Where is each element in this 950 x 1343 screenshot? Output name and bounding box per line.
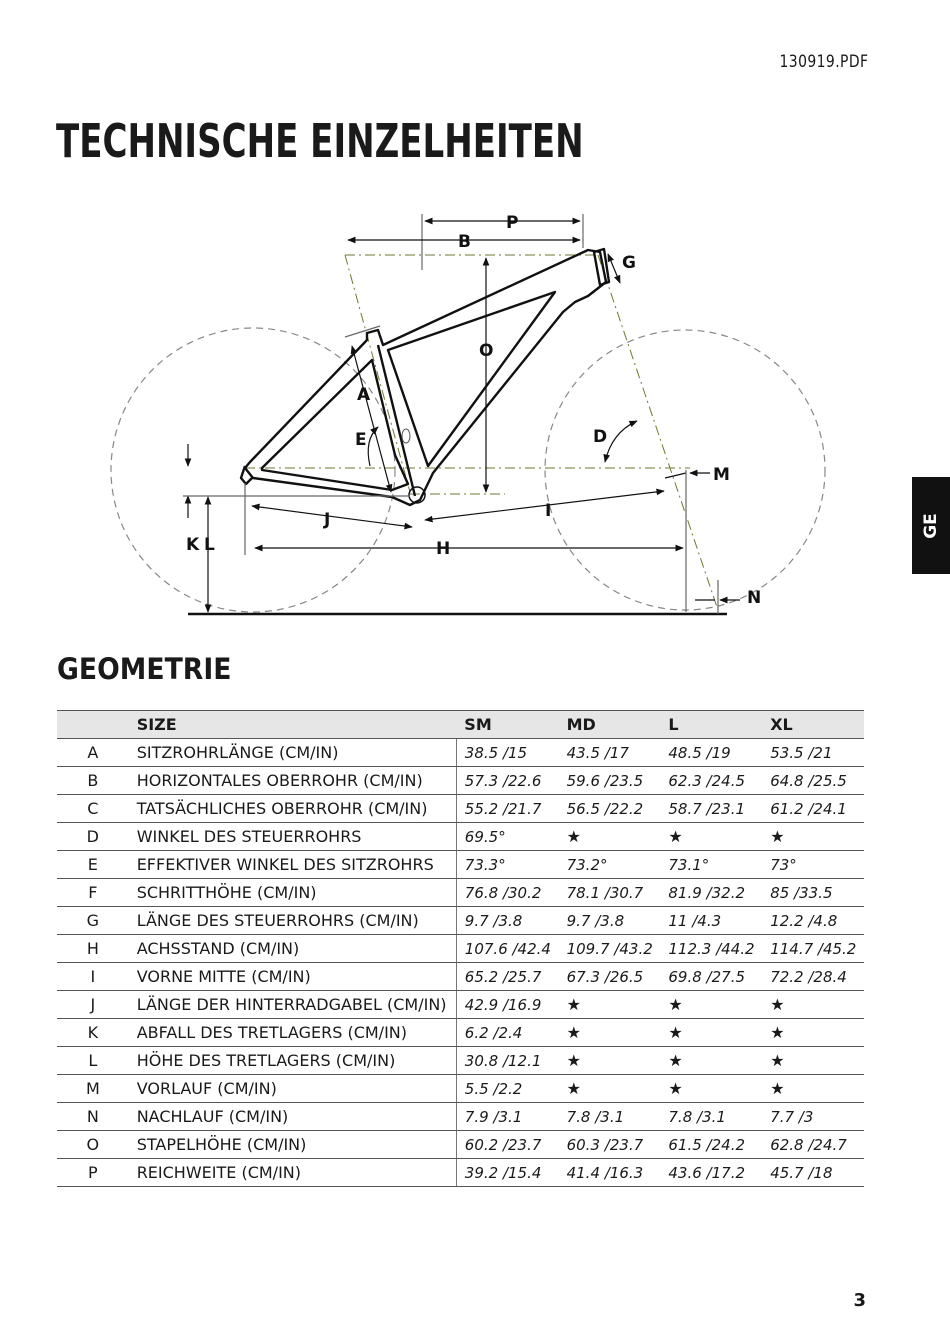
row-key: O <box>57 1131 129 1159</box>
table-row <box>57 767 864 795</box>
row-value: ★ <box>762 1075 864 1103</box>
label-h: H <box>436 539 451 559</box>
row-key: K <box>57 1019 129 1047</box>
row-value: 65.2 /25.7 <box>456 963 558 991</box>
label-a: A <box>357 385 371 405</box>
row-label: WINKEL DES STEUERROHRS <box>129 823 457 851</box>
row-value: 61.5 /24.2 <box>660 1131 762 1159</box>
row-value: ★ <box>660 1019 762 1047</box>
bike-geometry-svg <box>0 200 950 630</box>
row-value: 41.4 /16.3 <box>559 1159 661 1187</box>
label-k: K <box>186 535 200 555</box>
row-label: STAPELHÖHE (CM/IN) <box>129 1131 457 1159</box>
row-value: ★ <box>660 1047 762 1075</box>
row-key: B <box>57 767 129 795</box>
guide-lines <box>245 255 718 610</box>
label-e: E <box>355 430 367 450</box>
row-value: 39.2 /15.4 <box>456 1159 558 1187</box>
row-label: TATSÄCHLICHES OBERROHR (CM/IN) <box>129 795 457 823</box>
row-value: 9.7 /3.8 <box>456 907 558 935</box>
row-value: 69.5° <box>456 823 558 851</box>
table-row <box>57 1075 864 1103</box>
row-value: 109.7 /43.2 <box>559 935 661 963</box>
label-p: P <box>506 213 519 233</box>
row-value: 73.3° <box>456 851 558 879</box>
table-row <box>57 739 864 767</box>
row-value: 73.2° <box>559 851 661 879</box>
row-label: EFFEKTIVER WINKEL DES SITZROHRS <box>129 851 457 879</box>
table-body <box>57 739 864 1187</box>
row-value: 76.8 /30.2 <box>456 879 558 907</box>
row-key: P <box>57 1159 129 1187</box>
table-row <box>57 963 864 991</box>
row-value: 43.6 /17.2 <box>660 1159 762 1187</box>
row-value: ★ <box>660 991 762 1019</box>
geometry-table <box>57 710 864 1187</box>
row-value: 7.9 /3.1 <box>456 1103 558 1131</box>
table-row <box>57 1131 864 1159</box>
table-row <box>57 795 864 823</box>
row-value: 7.8 /3.1 <box>559 1103 661 1131</box>
row-value: 64.8 /25.5 <box>762 767 864 795</box>
page-title: TECHNISCHE EINZELHEITEN <box>56 114 584 168</box>
table-row <box>57 851 864 879</box>
row-value: 61.2 /24.1 <box>762 795 864 823</box>
row-value: 7.8 /3.1 <box>660 1103 762 1131</box>
row-value: 53.5 /21 <box>762 739 864 767</box>
row-value: 60.2 /23.7 <box>456 1131 558 1159</box>
row-value: 58.7 /23.1 <box>660 795 762 823</box>
header-sm: SM <box>456 711 558 739</box>
row-key: L <box>57 1047 129 1075</box>
row-value: 62.8 /24.7 <box>762 1131 864 1159</box>
document-id: 130919.PDF <box>779 52 868 72</box>
label-m: M <box>713 465 730 485</box>
row-value: 9.7 /3.8 <box>559 907 661 935</box>
table-header-row <box>57 711 864 739</box>
table-row <box>57 907 864 935</box>
label-l: L <box>204 535 215 555</box>
section-title: GEOMETRIE <box>57 652 232 686</box>
bike-frame <box>241 249 609 505</box>
table-row <box>57 1103 864 1131</box>
row-value: ★ <box>762 1019 864 1047</box>
language-tab-label: GE <box>920 512 941 539</box>
row-key: F <box>57 879 129 907</box>
row-value: 59.6 /23.5 <box>559 767 661 795</box>
header-size: SIZE <box>129 711 457 739</box>
label-b: B <box>458 232 471 252</box>
label-o: O <box>479 341 494 361</box>
row-label: VORLAUF (CM/IN) <box>129 1075 457 1103</box>
row-key: N <box>57 1103 129 1131</box>
label-j: J <box>324 510 331 530</box>
table-row <box>57 1047 864 1075</box>
row-value: ★ <box>559 1019 661 1047</box>
row-value: 114.7 /45.2 <box>762 935 864 963</box>
row-value: 73° <box>762 851 864 879</box>
rear-wheel <box>111 328 395 612</box>
row-label: ACHSSTAND (CM/IN) <box>129 935 457 963</box>
row-label: VORNE MITTE (CM/IN) <box>129 963 457 991</box>
row-value: 5.5 /2.2 <box>456 1075 558 1103</box>
row-value: 56.5 /22.2 <box>559 795 661 823</box>
row-key: C <box>57 795 129 823</box>
row-label: LÄNGE DER HINTERRADGABEL (CM/IN) <box>129 991 457 1019</box>
row-value: ★ <box>762 1047 864 1075</box>
label-i: I <box>545 501 552 521</box>
row-value: 45.7 /18 <box>762 1159 864 1187</box>
label-g: G <box>622 253 636 273</box>
language-tab <box>912 477 950 574</box>
header-key <box>57 711 129 739</box>
page-number: 3 <box>853 1290 866 1311</box>
label-d: D <box>593 427 608 447</box>
row-value: 72.2 /28.4 <box>762 963 864 991</box>
row-value: ★ <box>559 1047 661 1075</box>
row-value: 78.1 /30.7 <box>559 879 661 907</box>
header-l: L <box>660 711 762 739</box>
table-row <box>57 991 864 1019</box>
row-value: ★ <box>660 823 762 851</box>
row-value: 42.9 /16.9 <box>456 991 558 1019</box>
row-label: ABFALL DES TRETLAGERS (CM/IN) <box>129 1019 457 1047</box>
table-row <box>57 879 864 907</box>
row-value: 38.5 /15 <box>456 739 558 767</box>
row-value: 85 /33.5 <box>762 879 864 907</box>
row-value: ★ <box>762 991 864 1019</box>
row-label: HÖHE DES TRETLAGERS (CM/IN) <box>129 1047 457 1075</box>
row-key: J <box>57 991 129 1019</box>
front-wheel <box>545 330 825 610</box>
row-value: 11 /4.3 <box>660 907 762 935</box>
row-key: E <box>57 851 129 879</box>
table-row <box>57 935 864 963</box>
row-value: 60.3 /23.7 <box>559 1131 661 1159</box>
row-value: 62.3 /24.5 <box>660 767 762 795</box>
row-value: 12.2 /4.8 <box>762 907 864 935</box>
row-value: 30.8 /12.1 <box>456 1047 558 1075</box>
row-value: 81.9 /32.2 <box>660 879 762 907</box>
table-row <box>57 1019 864 1047</box>
bike-geometry-diagram <box>0 200 950 630</box>
row-key: D <box>57 823 129 851</box>
row-key: G <box>57 907 129 935</box>
row-value: 112.3 /44.2 <box>660 935 762 963</box>
table-row <box>57 1159 864 1187</box>
row-label: HORIZONTALES OBERROHR (CM/IN) <box>129 767 457 795</box>
row-value: ★ <box>660 1075 762 1103</box>
row-value: ★ <box>559 1075 661 1103</box>
row-key: A <box>57 739 129 767</box>
row-value: ★ <box>559 991 661 1019</box>
row-value: 67.3 /26.5 <box>559 963 661 991</box>
row-value: ★ <box>559 823 661 851</box>
row-value: 73.1° <box>660 851 762 879</box>
row-value: 107.6 /42.4 <box>456 935 558 963</box>
row-label: NACHLAUF (CM/IN) <box>129 1103 457 1131</box>
row-value: 48.5 /19 <box>660 739 762 767</box>
header-md: MD <box>559 711 661 739</box>
row-key: I <box>57 963 129 991</box>
table-row <box>57 823 864 851</box>
row-value: 57.3 /22.6 <box>456 767 558 795</box>
row-value: 55.2 /21.7 <box>456 795 558 823</box>
row-value: 7.7 /3 <box>762 1103 864 1131</box>
label-n: N <box>747 588 762 608</box>
row-value: 69.8 /27.5 <box>660 963 762 991</box>
row-value: 6.2 /2.4 <box>456 1019 558 1047</box>
row-key: M <box>57 1075 129 1103</box>
row-key: H <box>57 935 129 963</box>
row-value: ★ <box>762 823 864 851</box>
row-label: SITZROHRLÄNGE (CM/IN) <box>129 739 457 767</box>
row-label: LÄNGE DES STEUERROHRS (CM/IN) <box>129 907 457 935</box>
row-label: REICHWEITE (CM/IN) <box>129 1159 457 1187</box>
row-value: 43.5 /17 <box>559 739 661 767</box>
row-label: SCHRITTHÖHE (CM/IN) <box>129 879 457 907</box>
header-xl: XL <box>762 711 864 739</box>
